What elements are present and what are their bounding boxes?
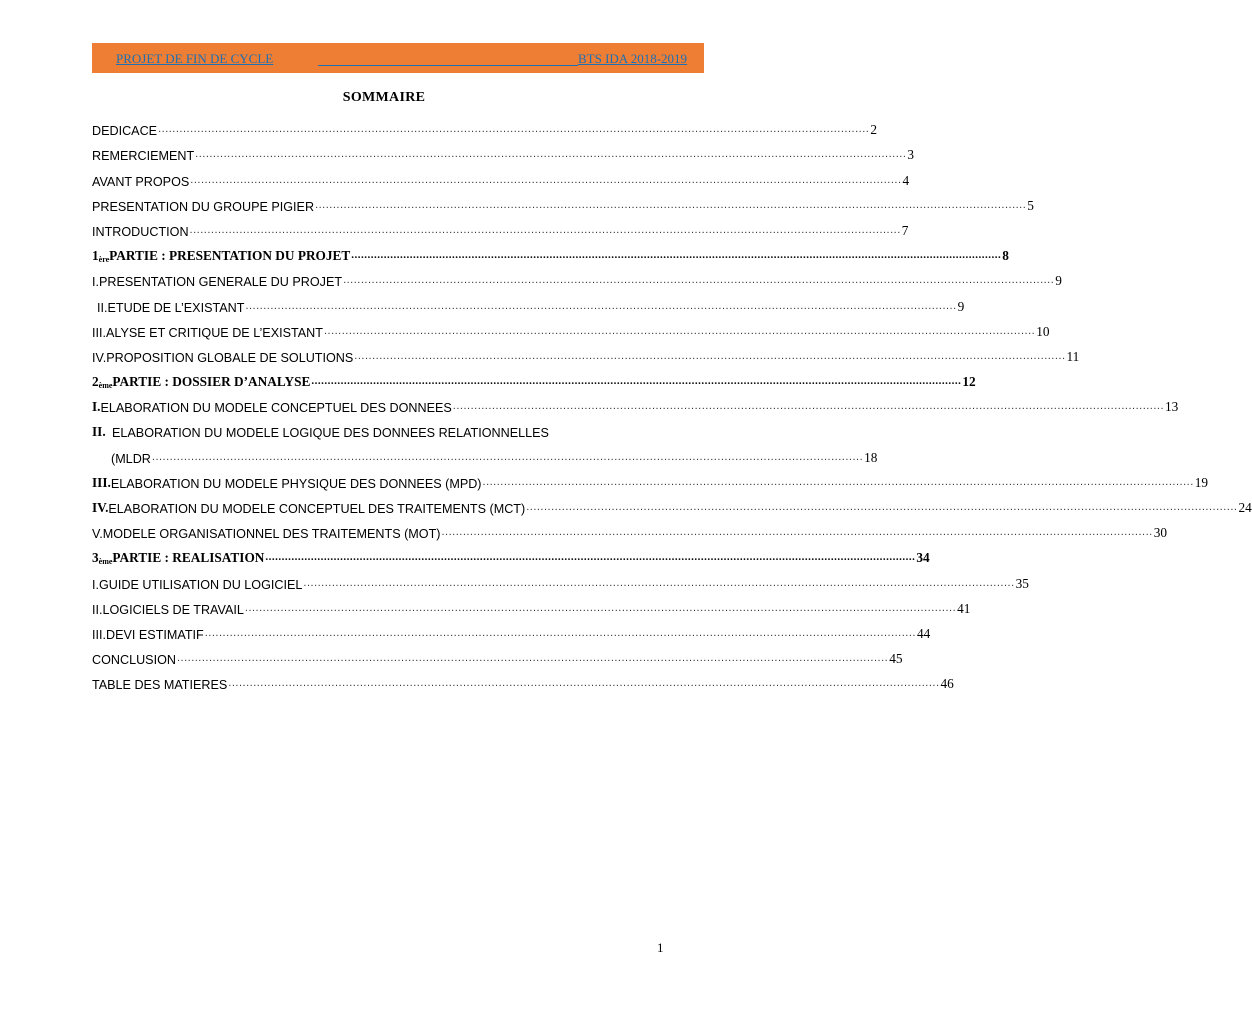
toc-entry-label: CONCLUSION (92, 653, 176, 668)
toc-entry-ordinal: ème (98, 381, 113, 391)
toc-dot-leader: ........................................................................................................................................................................................................ (303, 576, 1015, 589)
toc-dot-leader: ........................................................................................................................................................................................................ (176, 652, 889, 665)
toc-entry-label: TABLE DES MATIERES (92, 678, 228, 693)
page-header (92, 43, 704, 73)
toc-entry-mldr[interactable] (92, 415, 676, 440)
toc-entry-number: 3 (92, 550, 99, 566)
toc-entry-number: IV. (92, 350, 107, 365)
toc-entry-number: I. (92, 577, 99, 592)
toc-entry-label: INTRODUCTION (92, 224, 189, 239)
toc-entry-number: I. (92, 399, 101, 415)
header-project-title: PROJET DE FIN DE CYCLE (116, 51, 274, 66)
toc-entry-label: REMERCIEMENT (92, 149, 195, 164)
toc-entry-page: 5 (1027, 197, 1034, 213)
toc-entry-page: 2 (870, 122, 877, 138)
toc-dot-leader: ........................................................................................................................................................................................................ (204, 626, 916, 639)
toc-dot-leader: ........................................................................................................................................................................................................ (195, 148, 907, 161)
toc-entry-number: IV. (92, 500, 109, 515)
toc-entry-label: ELABORATION DU MODELE CONCEPTUEL DES DONNEES (100, 401, 452, 416)
toc-dot-leader: ........................................................................................................................................................................................................ (189, 223, 901, 236)
page-number: 1 (657, 940, 664, 955)
toc-dot-leader: ........................................................................................................................................................................................................ (452, 400, 1165, 413)
toc-entry-partie-2[interactable] (92, 365, 976, 391)
toc-entry-page: 8 (1002, 248, 1009, 264)
toc-entry-label: ALYSE ET CRITIQUE DE L’EXISTANT (106, 325, 323, 340)
toc-entry-label: PRESENTATION GENERALE DU PROJET (99, 275, 343, 290)
toc-entry-label: ETUDE DE L’EXISTANT (107, 300, 245, 315)
toc-entry-mldr-continuation[interactable] (92, 440, 878, 466)
toc-entry-proposition-solutions[interactable] (92, 340, 1080, 365)
toc-entry-number: II. (92, 424, 106, 440)
toc-entry-etude-existant[interactable] (92, 289, 965, 315)
toc-entry-number: 2 (92, 374, 99, 390)
toc-dot-leader: ........................................................................................................................................................................................................ (315, 198, 1027, 211)
toc-entry-page: 3 (907, 147, 915, 163)
toc-dot-leader: ........................................................................................................................................................................................................ (354, 349, 1066, 362)
toc-entry-page: 46 (940, 676, 954, 692)
toc-dot-leader: ........................................................................................................................................................................................................ (343, 274, 1055, 287)
toc-entry-page: 35 (1015, 575, 1029, 591)
toc-entry-page: 18 (864, 449, 878, 465)
toc-entry-ordinal: ère (98, 255, 110, 265)
toc-dot-leader: ........................................................................................................................................................................................................ (244, 601, 957, 614)
header-underline (318, 65, 578, 66)
toc-entry-dedicace[interactable] (92, 113, 877, 139)
toc-entry-label: AVANT PROPOS (92, 174, 190, 189)
toc-entry-guide-utilisation[interactable] (92, 566, 1029, 592)
toc-entry-devis-estimatif[interactable] (92, 617, 931, 642)
toc-entry-ordinal: ème (98, 557, 113, 567)
toc-entry-mcd[interactable] (92, 390, 1179, 416)
toc-entry-groupe-pigier[interactable] (92, 189, 1034, 214)
toc-entry-avant-propos[interactable] (92, 163, 910, 189)
toc-entry-number: II. (97, 300, 108, 315)
toc-entry-number: I. (92, 275, 99, 290)
toc-dot-leader: ........................................................................................................................................................................................................ (265, 551, 916, 564)
toc-entry-page: 11 (1066, 348, 1080, 364)
toc-dot-leader: ........................................................................................................................................................................................................ (151, 450, 864, 463)
toc-entry-page: 7 (901, 222, 909, 238)
toc-entry-label: PARTIE : DOSSIER D’ANALYSE (112, 374, 311, 390)
toc-entry-number: III. (92, 325, 106, 340)
toc-entry-number: 1 (92, 248, 99, 264)
toc-entry-partie-1[interactable] (92, 239, 1009, 265)
toc-entry-mpd[interactable] (92, 466, 1209, 491)
toc-entry-page: 9 (1055, 273, 1062, 289)
toc-dot-leader: ........................................................................................................................................................................................................ (323, 324, 1036, 337)
toc-entry-presentation-generale[interactable] (92, 264, 1062, 290)
toc-entry-page: 4 (902, 172, 910, 188)
toc-entry-label: MODELE ORGANISATIONNEL DES TRAITEMENTS (MOT) (102, 527, 441, 542)
toc-dot-leader: ........................................................................................................................................................................................................ (441, 526, 1153, 539)
table-of-contents (92, 113, 1252, 693)
toc-entry-label: LOGICIELS DE TRAVAIL (102, 602, 244, 617)
toc-entry-mot[interactable] (92, 516, 1168, 542)
toc-dot-leader: ........................................................................................................................................................................................................ (482, 475, 1194, 488)
toc-entry-page: 45 (889, 651, 903, 667)
toc-entry-label: PROPOSITION GLOBALE DE SOLUTIONS (106, 350, 354, 365)
toc-entry-page: 34 (916, 550, 930, 566)
toc-dot-leader: ........................................................................................................................................................................................................ (311, 375, 962, 388)
toc-entry-label: PARTIE : PRESENTATION DU PROJET (109, 248, 351, 264)
toc-entry-page: 44 (916, 625, 931, 641)
toc-entry-page: 41 (957, 600, 971, 616)
toc-entry-page: 19 (1194, 474, 1209, 490)
toc-dot-leader: ........................................................................................................................................................................................................ (245, 299, 957, 312)
toc-dot-leader: ........................................................................................................................................................................................................ (158, 123, 870, 136)
toc-dot-leader: ........................................................................................................................................................................................................ (228, 677, 940, 690)
toc-entry-remerciement[interactable] (92, 138, 915, 164)
page-title: SOMMAIRE (342, 90, 426, 105)
toc-entry-label: ELABORATION DU MODELE CONCEPTUEL DES TRAITEMENTS (MCT) (108, 502, 526, 516)
toc-entry-label: DEDICACE (92, 124, 158, 139)
toc-entry-page: 12 (962, 374, 976, 390)
toc-entry-number: III. (92, 627, 106, 642)
toc-entry-page: 30 (1153, 525, 1168, 541)
toc-entry-page: 9 (957, 298, 965, 314)
toc-dot-leader: ........................................................................................................................................................................................................ (526, 501, 1238, 513)
toc-entry-page: 10 (1036, 323, 1050, 339)
toc-entry-number: II. (92, 602, 103, 617)
toc-dot-leader: ........................................................................................................................................................................................................ (351, 249, 1002, 262)
toc-entry-introduction[interactable] (92, 214, 909, 239)
toc-entry-page: 13 (1165, 399, 1179, 415)
toc-entry-label: GUIDE UTILISATION DU LOGICIEL (99, 577, 303, 592)
toc-entry-number: V. (92, 527, 103, 542)
toc-entry-conclusion[interactable] (92, 642, 903, 668)
toc-entry-label: DEVI ESTIMATIF (106, 627, 204, 642)
toc-entry-number: III. (92, 474, 111, 490)
header-program-year: BTS IDA 2018-2019 (578, 51, 688, 66)
toc-entry-label: ELABORATION DU MODELE LOGIQUE DES DONNEES RELATIONNELLES (112, 426, 549, 441)
toc-entry-label-continuation: (MLDR (111, 451, 151, 466)
toc-entry-analyse-critique[interactable] (92, 315, 1050, 340)
toc-dot-leader: ........................................................................................................................................................................................................ (190, 173, 902, 186)
toc-entry-partie-3[interactable] (92, 541, 930, 567)
toc-entry-logiciels-travail[interactable] (92, 592, 971, 617)
toc-entry-page: 24 (1238, 500, 1252, 515)
toc-entry-label: PRESENTATION DU GROUPE PIGIER (92, 199, 315, 214)
toc-entry-label: ELABORATION DU MODELE PHYSIQUE DES DONNEES (MPD) (110, 476, 482, 491)
toc-entry-mct[interactable] (92, 491, 1252, 516)
toc-entry-table-matieres[interactable] (92, 667, 954, 693)
toc-entry-label: PARTIE : REALISATION (112, 550, 265, 566)
